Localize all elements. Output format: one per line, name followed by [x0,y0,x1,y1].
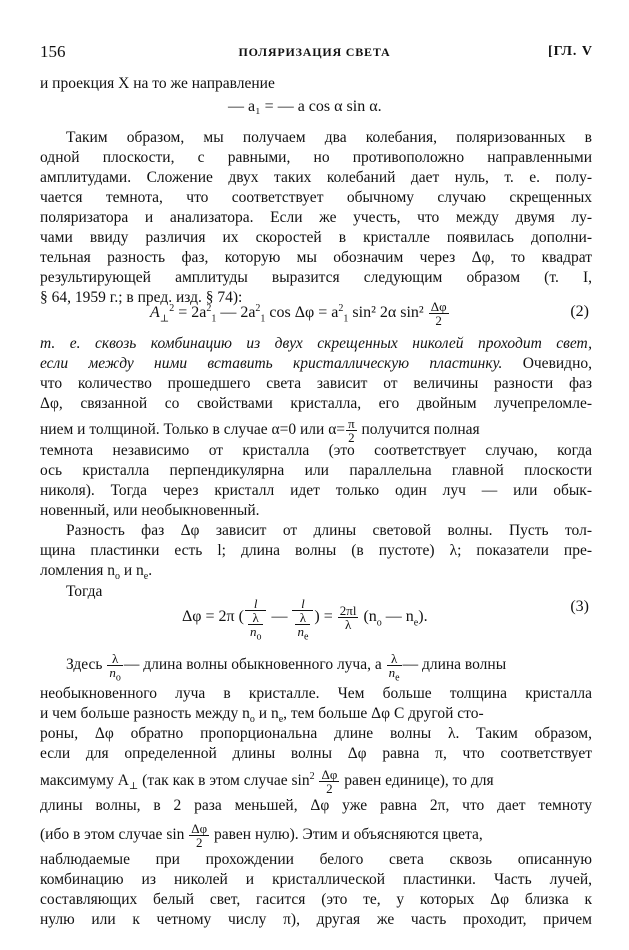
text-line: ломления $n_o$ и $n_e$. [40,562,153,583]
text-line: длины волны, в 2 раза меньшей, Δφ уже равна 2π, что дает темноту [40,797,592,814]
fraction: $\frac{\lambda}{n_e}$ [388,651,400,684]
text-line: николя). Тогда через кристалл идет только один луч — или обык- [40,482,592,499]
chapter-label: [ГЛ. V [548,44,593,59]
equation-number: (3) [570,598,589,615]
text-line: если для определенной длины волны Δφ равна π, что соответствует [40,745,593,762]
nested-fraction: $\frac{\lambda}{n_o}$ [245,610,267,638]
page-number: 156 [40,42,66,61]
text-line: нулю или к четному числу π), другая же часть проходит, причем [40,911,592,928]
text-line: поляризатора и анализатора. Если же учесть, что между двумя лу- [40,209,592,226]
fraction: $\frac{\pi}{2}$ [348,416,355,445]
text-line: темнота независимо от кристалла (это соответствует случаю, когда [40,442,592,459]
equation-1: — a₁ = — a cos α sin α. [228,98,382,115]
text-line: нием и толщиной. Только в случае α=0 или α= $\frac{\pi}{2}$ получится полная [40,416,480,445]
text-line: что количество прошедшего света зависит от величины разности фаз [40,375,592,392]
fraction: $\frac{\lambda}{n_o}$ [109,651,121,684]
text-line: новенный, или необыкновенный. [40,502,260,519]
text-line: одной плоскости, с равными, но противоположно направленными [40,149,592,166]
text-line: наблюдаемые при прохождении белого света сквозь описанную [40,851,592,868]
text-line: комбинацию из николей и кристаллической пластинки. Часть лучей, [40,871,592,888]
text-line: Δφ, связанной со свойствами кристалла, его двойным лучепреломле- [40,395,592,412]
text-line: если между ними вставить кристаллическую пластинку. Очевидно, [40,355,592,372]
text-line: необыкновенного луча в кристалле. Чем больше толщина кристалла [40,685,592,702]
running-title: ПОЛЯРИЗАЦИЯ СВЕТА [238,45,391,59]
fraction: $\frac{\Delta\varphi}{2}$ [191,821,208,850]
text-line: результирующей амплитуды выразится следующим образом (т. I, [40,269,592,286]
text-line: Тогда [66,583,103,600]
nested-fraction: $\frac{\lambda}{n_e}$ [292,610,313,638]
text-line: щина пластинки есть l; длина волны (в пустоте) λ; показатели пре- [40,542,592,559]
equation-number: (2) [570,303,589,320]
text-line: амплитудами. Сложение двух таких колебаний дает нуль, т. е. полу- [40,169,592,186]
text-line: Здесь $\frac{\lambda}{n_o}$ — длина волны обыкновенного луча, а $\frac{\lambda}{n_e}$ — длина волны [66,651,507,684]
text-line: и чем больше разность между $n_o$ и $n_e$, тем больше Δφ С другой сто- [40,705,484,726]
equation-2: $A_\perp^2 = 2a^2_1$ — $2a^2_1$ $\cos \Delta\varphi = a^2_1$ sin² 2α sin² $\frac{\Delta\varphi}{2}$ [150,299,447,328]
text-line: роны, Δφ обратно пропорциональна длине волны λ. Таким образом, [40,725,592,742]
text-line: (ибо в этом случае sin $\frac{\Delta\varphi}{2}$ равен нулю). Этим и объясняются цвета, [40,821,483,850]
text-line: максимуму $A_\perp$ (так как в этом случае $\sin^2$ $\frac{\Delta\varphi}{2}$ равен единице), то для [40,767,494,796]
text-line: ось кристалла перпендикулярна или параллельна главной плоскости [40,462,592,479]
fraction: $\frac{\Delta\varphi}{2}$ [321,767,338,796]
text-line: чами ввиду различия их скоростей в кристалле появилась дополни- [40,229,592,246]
text-line: составляющих белый свет, гасится (это те, у которых Δφ близка к [40,891,592,908]
fraction: $\frac{l}{\frac{\lambda}{n_o}}$ [245,597,267,638]
text-line: Разность фаз Δφ зависит от длины световой волны. Пусть тол- [66,522,592,539]
text-line: § 64, 1959 г.; в пред. изд. § 74): [40,289,243,306]
text-line: чается темнота, что соответствует обычному случаю скрещенных [40,189,592,206]
fraction: $\frac{\Delta\varphi}{2}$ [430,299,447,328]
text-line: тельная разность фаз, которую мы обозначим через Δφ, то квадрат [40,249,592,266]
fraction: $\frac{2\pi l}{\lambda}$ [339,603,357,632]
fraction: $\frac{l}{\frac{\lambda}{n_e}}$ [292,597,313,638]
text-line: т. е. сквозь комбинацию из двух скрещенных николей проходит свет, [40,335,592,352]
equation-3: Δφ = 2π ( $\frac{l}{\frac{\lambda}{n_o}}$ — $\frac{l}{\frac{\lambda}{n_e}}$ ) = $\frac{2\pi l}{\lambda}$ ($n_o$ — $n_e$). [182,596,428,643]
text-line: и проекция X на то же направление [40,75,275,92]
text-line: Таким образом, мы получаем два колебания, поляризованных в [66,129,592,146]
